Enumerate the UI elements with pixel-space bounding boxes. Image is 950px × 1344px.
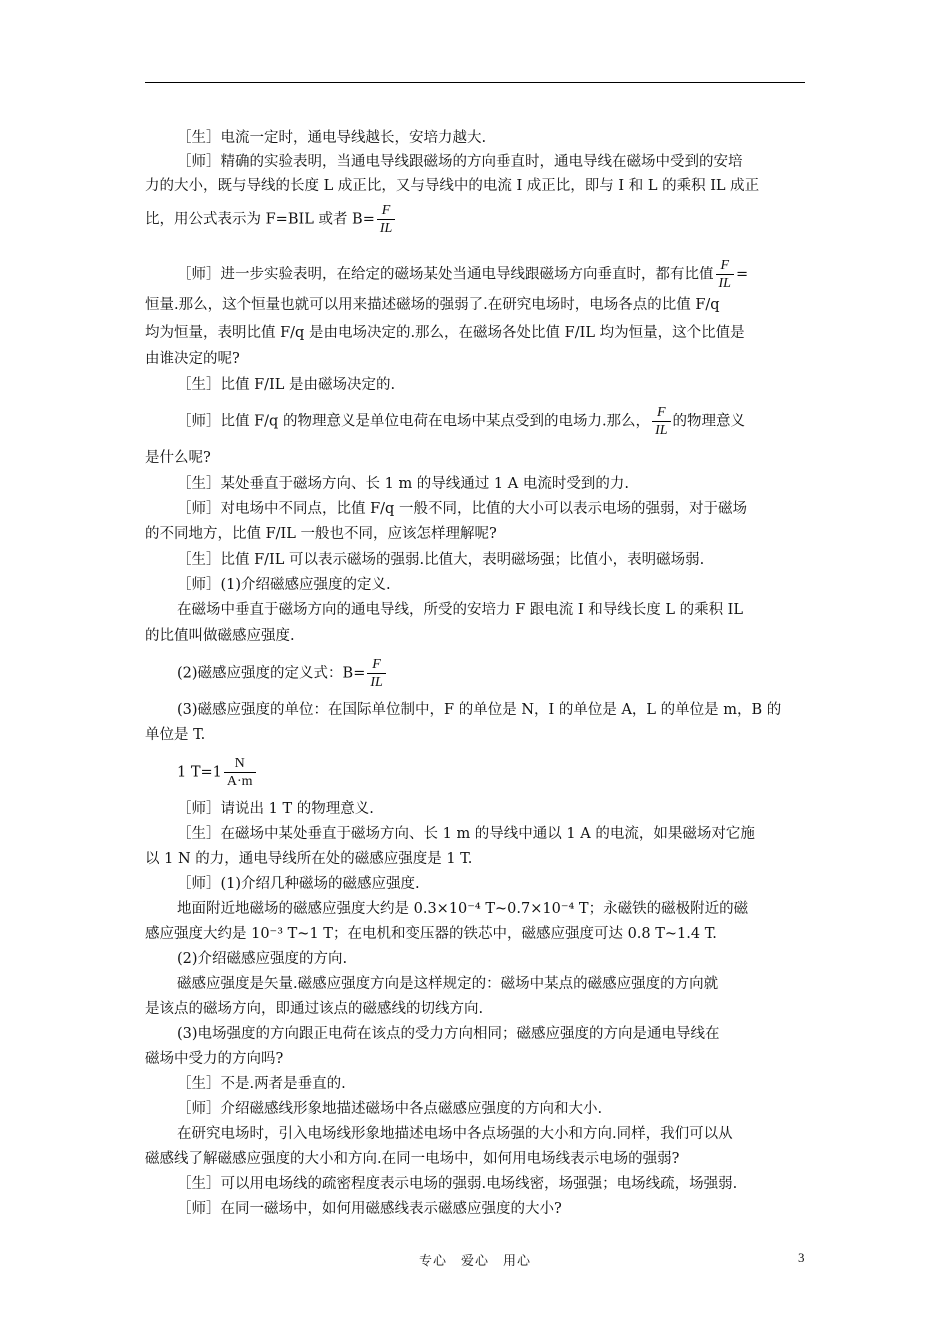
text-segment: (2)磁感应强度的定义式：B= <box>177 665 366 682</box>
text-line: 力的大小，既与导线的长度 L 成正比，又与导线中的电流 I 成正比，即与 I 和 L 的乘积 IL 成正 <box>145 178 760 194</box>
text-line: 在研究电场时，引入电场线形象地描述电场中各点场强的大小和方向.同样，我们可以从 <box>177 1126 733 1142</box>
text-line: 是该点的磁场方向，即通过该点的磁感线的切线方向. <box>145 1001 484 1017</box>
page-footer-motto: 专心 爱心 用心 <box>418 1254 531 1269</box>
text-segment: 的物理意义 <box>672 413 746 430</box>
header-rule <box>145 82 805 83</box>
text-line: ［生］不是.两者是垂直的. <box>177 1076 346 1092</box>
fraction-n-over-am <box>224 755 256 790</box>
text-line: 由谁决定的呢? <box>145 351 240 367</box>
fraction-numerator: F <box>377 202 395 220</box>
text-line: ［师］(1)介绍磁感应强度的定义. <box>177 577 391 593</box>
formula-line-5 <box>177 755 842 790</box>
text-line: ［师］在同一磁场中，如何用磁感线表示磁感应强度的大小? <box>177 1201 562 1217</box>
fraction-denominator: IL <box>370 675 383 690</box>
fraction-denominator: A·m <box>226 774 253 789</box>
text-line: ［生］可以用电场线的疏密程度表示电场的强弱.电场线密，场强强；电场线疏，场强弱. <box>177 1176 738 1192</box>
text-line: ［师］(1)介绍几种磁场的磁感应强度. <box>177 876 420 892</box>
formula-line-3 <box>177 404 842 439</box>
text-line: ［生］电流一定时，通电导线越长，安培力越大. <box>177 130 487 146</box>
text-line: 以 1 N 的力，通电导线所在处的磁感应强度是 1 T. <box>145 851 473 867</box>
text-line: ［师］精确的实验表明，当通电导线跟磁场的方向垂直时，通电导线在磁场中受到的安培 <box>177 154 743 170</box>
formula-line-4 <box>177 656 842 691</box>
text-segment: = <box>735 266 749 283</box>
text-line: ［生］在磁场中某处垂直于磁场方向、长 1 m 的导线中通以 1 A 的电流，如果磁场对它施 <box>177 826 755 842</box>
page-number: 3 <box>798 1250 805 1265</box>
fraction-denominator: IL <box>655 423 668 438</box>
fraction-f-over-il <box>716 257 734 292</box>
text-line: (3)电场强度的方向跟正电荷在该点的受力方向相同；磁感应强度的方向是通电导线在 <box>177 1026 720 1042</box>
text-line: ［师］请说出 1 T 的物理意义. <box>177 801 374 817</box>
text-line: ［师］介绍磁感线形象地描述磁场中各点磁感应强度的方向和大小. <box>177 1101 603 1117</box>
text-line: 在磁场中垂直于磁场方向的通电导线，所受的安培力 F 跟电流 I 和导线长度 L 的乘积 IL <box>177 602 744 618</box>
formula-line-1 <box>145 202 810 237</box>
text-segment: 比，用公式表示为 F=BIL 或者 B= <box>145 211 375 228</box>
text-line: ［师］对电场中不同点，比值 F/q 一般不同，比值的大小可以表示电场的强弱，对于磁场 <box>177 501 747 517</box>
formula-line-2 <box>177 257 842 292</box>
fraction-f-over-il <box>652 404 670 439</box>
text-line: 恒量.那么，这个恒量也就可以用来描述磁场的强弱了.在研究电场时，电场各点的比值 F/q <box>145 297 720 313</box>
text-line: 均为恒量，表明比值 F/q 是由电场决定的.那么，在磁场各处比值 F/IL 均为恒量，这个比值是 <box>145 325 745 341</box>
fraction-denominator: IL <box>718 276 731 291</box>
fraction-numerator: F <box>716 257 734 275</box>
fraction-numerator: N <box>224 755 256 773</box>
text-line: 的不同地方，比值 F/IL 一般也不同，应该怎样理解呢? <box>145 526 497 542</box>
text-line: ［生］比值 F/IL 是由磁场决定的. <box>177 377 396 393</box>
text-line: 磁感线了解磁感应强度的大小和方向.在同一电场中，如何用电场线表示电场的强弱? <box>145 1151 680 1167</box>
text-line: 磁场中受力的方向吗? <box>145 1051 284 1067</box>
text-line: (2)介绍磁感应强度的方向. <box>177 951 348 967</box>
text-segment: ［师］比值 F/q 的物理意义是单位电荷在电场中某点受到的电场力.那么， <box>177 413 651 430</box>
text-line: (3)磁感应强度的单位：在国际单位制中，F 的单位是 N，I 的单位是 A，L 的单位是 m，B 的 <box>177 702 782 718</box>
text-line: 是什么呢? <box>145 450 211 466</box>
fraction-numerator: F <box>367 656 385 674</box>
text-line: 地面附近地磁场的磁感应强度大约是 0.3×10⁻⁴ T~0.7×10⁻⁴ T；永磁铁的磁极附近的磁 <box>177 901 749 917</box>
text-line: 感应强度大约是 10⁻³ T~1 T；在电机和变压器的铁芯中，磁感应强度可达 0.8 T~1.4 T. <box>145 926 717 942</box>
fraction-denominator: IL <box>379 221 393 236</box>
text-line: ［生］比值 F/IL 可以表示磁场的强弱.比值大，表明磁场强；比值小，表明磁场弱. <box>177 552 705 568</box>
fraction-f-over-il <box>377 202 395 237</box>
text-segment: ［师］进一步实验表明，在给定的磁场某处当通电导线跟磁场方向垂直时，都有比值 <box>177 266 714 283</box>
fraction-numerator: F <box>652 404 670 422</box>
fraction-f-over-il <box>367 656 385 691</box>
text-line: 单位是 T. <box>145 727 206 743</box>
text-segment: 1 T=1 <box>177 764 222 781</box>
text-line: ［生］某处垂直于磁场方向、长 1 m 的导线通过 1 A 电流时受到的力. <box>177 476 629 492</box>
text-line: 磁感应强度是矢量.磁感应强度方向是这样规定的：磁场中某点的磁感应强度的方向就 <box>177 976 719 992</box>
text-line: 的比值叫做磁感应强度. <box>145 628 295 644</box>
